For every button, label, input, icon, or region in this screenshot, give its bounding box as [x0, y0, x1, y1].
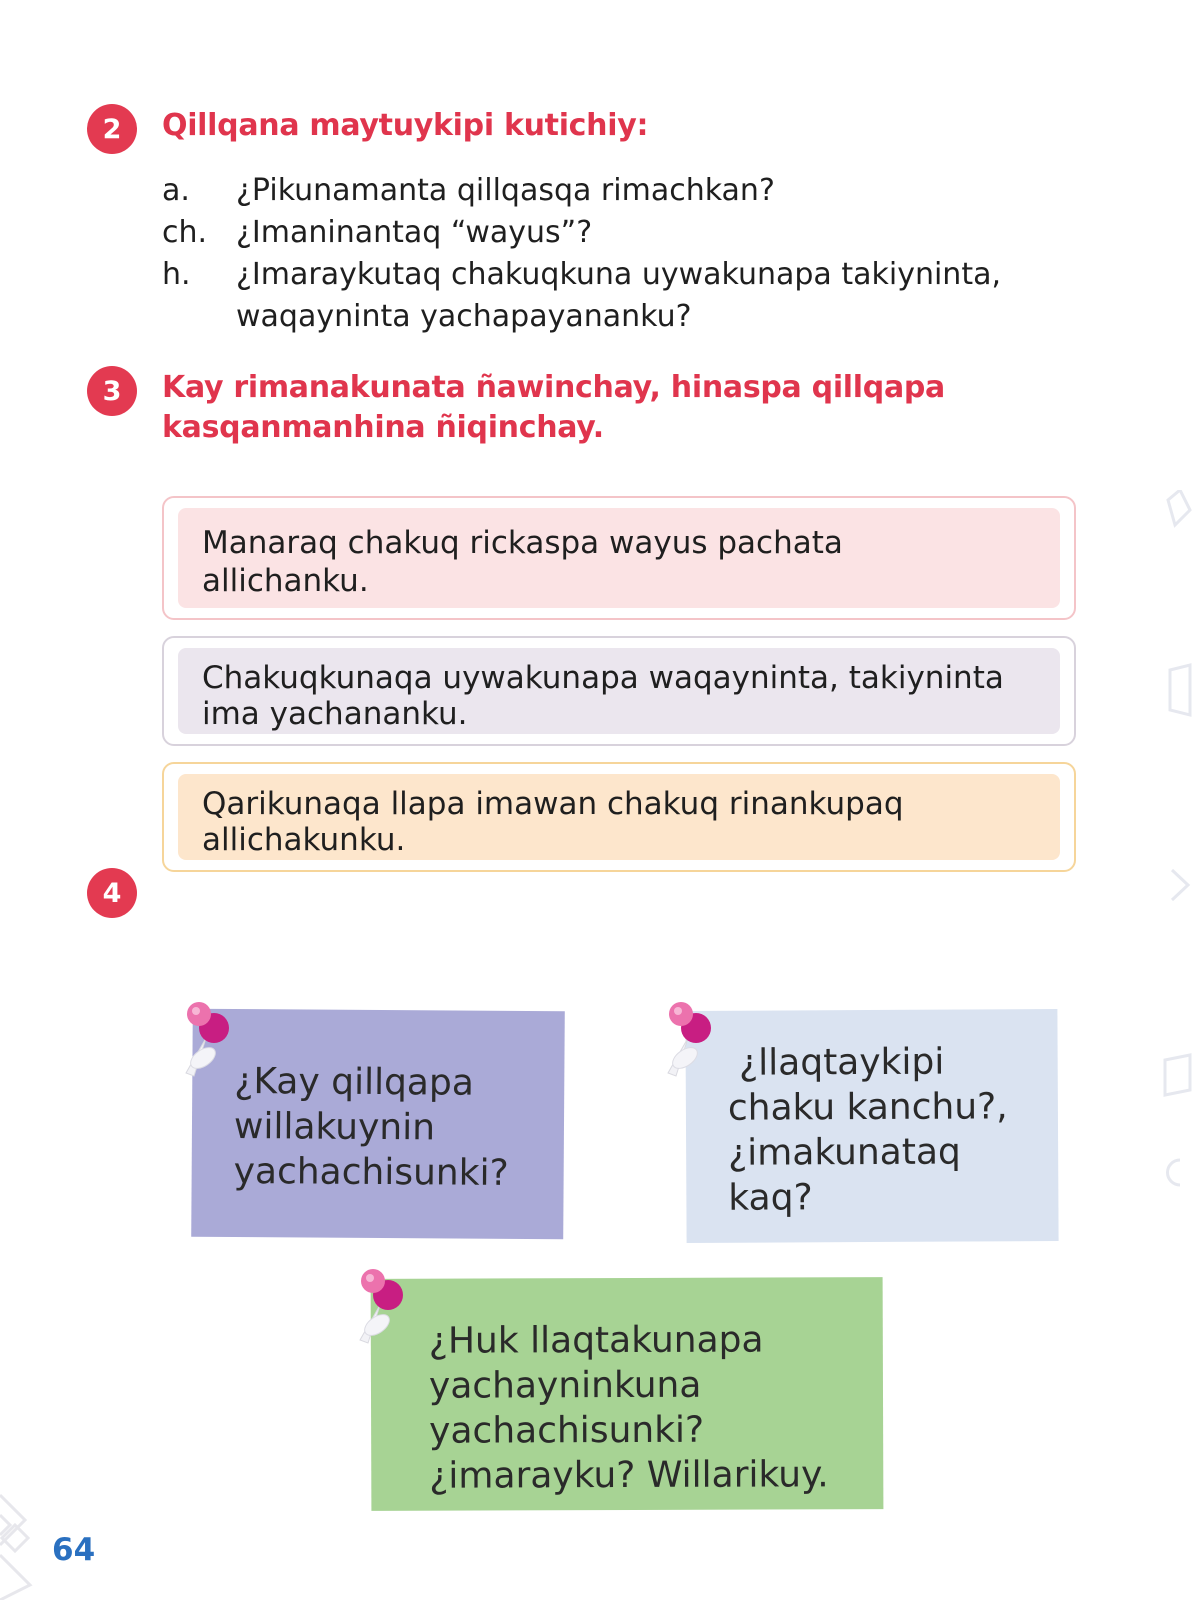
statement-line: Chakuqkunaqa uywakunapa waqayninta, takiyninta	[202, 660, 1004, 696]
note-line: ¿Kay qillqapa	[234, 1060, 475, 1104]
statement-line: Qarikunaqa llapa imawan chakuq rinankupaq	[202, 786, 904, 822]
note-line: ¿llaqtaykipi	[727, 1041, 945, 1084]
page-number: 64	[52, 1532, 96, 1568]
statement-box-text	[178, 774, 1060, 860]
push-pin-icon	[658, 998, 718, 1088]
list-text: ¿Imaninantaq “wayus”?	[236, 215, 593, 250]
statement-box-3	[162, 762, 1076, 872]
question-2-list	[162, 170, 1096, 338]
question-2-title: Qillqana maytuykipi kutichiy:	[162, 108, 649, 143]
question-3-badge: 3	[87, 366, 137, 416]
list-item	[162, 254, 1096, 338]
statement-line: allichanku.	[202, 563, 369, 599]
sticky-note-2	[685, 1009, 1058, 1243]
note-line: willakuynin	[233, 1105, 436, 1149]
list-text: ¿Pikunamanta qillqasqa rimachkan?	[236, 173, 775, 208]
question-4-badge: 4	[87, 868, 137, 918]
list-item	[162, 212, 1096, 254]
note-line: chaku kanchu?,	[727, 1086, 1008, 1129]
push-pin-icon	[350, 1265, 410, 1355]
push-pin-icon	[176, 998, 236, 1088]
note-line: yachachisunki?	[429, 1409, 705, 1452]
note-line: kaq?	[728, 1177, 813, 1219]
list-text-line: waqayninta yachapayananku?	[236, 299, 692, 334]
statement-line: ima yachananku.	[202, 696, 468, 732]
statement-line: Manaraq chakuq rickaspa wayus pachata	[202, 525, 843, 561]
list-text	[236, 254, 1096, 338]
sticky-note-1	[191, 1009, 565, 1240]
list-text-line: ¿Imaraykutaq chakuqkuna uywakunapa takiyninta,	[236, 257, 1001, 292]
statement-box-text	[178, 648, 1060, 734]
statement-box-1	[162, 496, 1076, 620]
note-line: ¿imarayku? Willarikuy.	[429, 1454, 829, 1497]
diamond-pattern-icon	[0, 1475, 50, 1600]
sticky-note-3	[371, 1277, 884, 1511]
list-letter: h.	[162, 257, 191, 292]
question-2-badge: 2	[87, 104, 137, 154]
note-line: ¿imakunataq	[728, 1131, 961, 1174]
list-letter: ch.	[162, 215, 208, 250]
statement-box-text	[178, 508, 1060, 608]
statement-box-2	[162, 636, 1076, 746]
list-item	[162, 170, 1096, 212]
question-3-title-line: kasqanmanhina ñiqinchay.	[162, 410, 604, 445]
note-line: yachayninkuna	[428, 1364, 702, 1407]
question-3-title	[162, 368, 945, 448]
note-line: yachachisunki?	[233, 1150, 509, 1194]
note-line: ¿Huk llaqtakunapa	[428, 1319, 764, 1362]
question-3-title-line: Kay rimanakunata ñawinchay, hinaspa qillqapa	[162, 370, 946, 405]
margin-decoration-icon	[1160, 490, 1193, 1190]
statement-line: allichakunku.	[202, 822, 406, 858]
list-letter: a.	[162, 173, 190, 208]
